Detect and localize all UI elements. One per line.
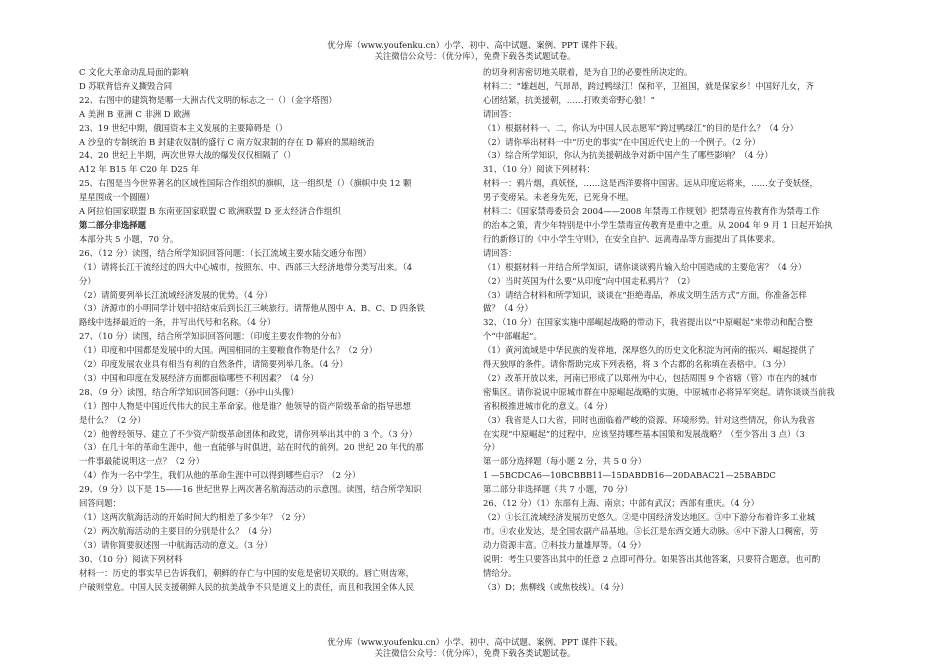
text-line: A 沙皇的专制统治 B 封建农奴制的盛行 C 南方奴隶制的存在 D 幕府的黑暗统治 xyxy=(79,136,375,147)
left-column xyxy=(79,66,479,594)
text-line: C 文化大革命动乱局面的影响 xyxy=(79,67,189,77)
text-line: （2）改革开放以来，河南已形成了以郑州为中心，包括周围 9 个省辖（管）市在内的城市 xyxy=(483,372,818,383)
text-line: 做？（4 分） xyxy=(483,303,533,314)
text-line: 26、（12 分）读图，结合所学知识回答问题：（长江流域主要水陆交通分布图） xyxy=(79,247,371,258)
text-line: 23、19 世纪中期，俄国资本主义发展的主要障碍是（） xyxy=(79,122,288,133)
text-line: 得天独厚的条件。请你帮助完成下列表格，将 3 个古都的名称填在表格中。（3 分） xyxy=(483,359,791,370)
text-line: 24、20 世纪上半期，两次世界大战的爆发仅仅相隔了（） xyxy=(79,150,296,161)
text-line: （3）我省是人口大省，同时也面临着严峻的资源、环境形势。针对这些情况，你认为我省 xyxy=(483,414,815,425)
text-line: 分） xyxy=(483,442,500,453)
text-line: 27、（10 分）读图，结合所学知识回答问题：（印度主要农作物的分布） xyxy=(79,331,346,342)
text-line: （3）请你简要叙述图一中航海活动的意义。（3 分） xyxy=(79,539,273,550)
header-line-2: 关注微信公众号：（优分库），免费下载各类试题试卷。 xyxy=(374,51,576,61)
text-line: （2）①长江流域经济发展历史悠久。②是中国经济发达地区。③中下游分布着许多工业城 xyxy=(483,512,815,522)
text-line: 28、（9 分）读图，结合所学知识回答问题：（孙中山头像） xyxy=(79,386,299,397)
text-line: 第二部分非选择题 xyxy=(79,219,146,230)
text-line: 22、右图中的建筑物是哪一大洲古代文明的标志之一（）（金字塔图） xyxy=(79,94,337,105)
text-line: 第一部分选择题（每小题 2 分，共 5 0 分） xyxy=(483,456,647,467)
text-line: 心团结紧，抗美援朝，……打败美帝野心狼！” xyxy=(483,94,655,105)
text-line: D 苏联背信弃义撕毁合同 xyxy=(79,80,173,91)
text-line: （4）作为一名中学生，我们从他的革命生涯中可以得到哪些启示？（2 分） xyxy=(79,470,361,481)
text-line: 材料一：历史的事实早已告诉我们，朝鲜的存亡与中国的安危是密切关联的。唇亡则齿寒， xyxy=(79,567,414,578)
footer-line-2: 关注微信公众号：（优分库），免费下载各类试题试卷。 xyxy=(374,648,576,658)
text-line: A 美洲 B 亚洲 C 非洲 D 欧洲 xyxy=(79,108,190,119)
text-line: （3）综合所学知识，你认为抗美援朝战争对新中国产生了哪些影响？（4 分） xyxy=(483,150,773,161)
text-line: A 阿拉伯国家联盟 B 东南亚国家联盟 C 欧洲联盟 D 亚太经济合作组织 xyxy=(79,206,341,217)
text-line: （2）请简要列举长江流域经济发展的优势。（4 分） xyxy=(79,289,273,300)
text-line: 的治本之策，青少年特别是中小学生禁毒宣传教育是重中之重。从 2004 年 9 月 1 日起开始执 xyxy=(483,219,833,230)
text-line: （1）根据材料一并结合所学知识，请你谈谈鸦片输入给中国造成的主要危害？（4 分） xyxy=(483,261,807,272)
text-line: 32、（10 分）在国家实施中部崛起战略的带动下，我省提出以“中原崛起”来带动和配合整 xyxy=(483,317,813,328)
text-line: （2）请你举出材料一中“历史的事实”在中国近代史上的一个例子。（2 分） xyxy=(483,136,761,147)
text-line: 请回答： xyxy=(483,108,517,119)
text-line: 材料二：《国家禁毒委员会 2004——2008 年禁毒工作规划》把禁毒宣传教育作为禁毒工作 xyxy=(483,206,820,217)
text-line: 是什么？（2 分） xyxy=(79,414,146,425)
text-line: 说明：考生只要答出其中的任意 2 点即可得分。如果答出其他答案，只要符合题意，也可酌 xyxy=(483,553,821,564)
text-line: 个“中部崛起”。 xyxy=(483,331,542,342)
text-line: 本部分共 5 小题，70 分。 xyxy=(79,233,179,244)
text-line: （3）济源市的小明同学计划中招结束后到长江三峡旅行。请帮他从图中 A、B、C、D 四条铁 xyxy=(79,303,425,314)
text-line: （2）当时英国为什么要“从印度”向中国走私鸦片？（2） xyxy=(483,275,695,286)
text-line: 31、（10 分）阅读下列材料： xyxy=(483,164,595,175)
text-line: （2）两次航海活动的主要目的分别是什么？（4 分） xyxy=(79,525,277,536)
text-line: 省积极推进城市化的意义。（4 分） xyxy=(483,400,613,411)
header-line-1: 优分库（www.youfenku.cn）小学、初中、高中试题、案例、PPT 课件下载。 xyxy=(327,40,623,50)
text-line: 回答问题： xyxy=(79,498,121,509)
text-line: 分） xyxy=(79,275,96,286)
text-line: A12 年 B15 年 C20 年 D25 年 xyxy=(79,164,200,175)
text-line: 路线中选择最近的一条，并写出代号和名称。（4 分） xyxy=(79,317,276,328)
text-line: 1 —5BCDCA6—10BCBBB11—15DABDB16—20DABAC21—25BABDC xyxy=(483,470,776,481)
text-line: 市。④农业发达，是全国农副产品基地。⑤长江是东西交通大动脉。⑥中下游人口稠密，劳 xyxy=(483,525,818,536)
text-line: （3）请结合材料和所学知识，谈谈在“拒绝毒品，养成文明生活方式”方面，你准备怎样 xyxy=(483,289,807,300)
text-line: （1）根据材料一、二，你认为中国人民志愿军“跨过鸭绿江”的目的是什么？（4 分） xyxy=(483,122,799,133)
text-line: 星星围成一个圆圈） xyxy=(79,192,155,203)
text-line: （1）这两次航海活动的开始时间大约相差了多少年？（2 分） xyxy=(79,512,311,522)
text-line: 材料二：“雄赳赳，气昂昂，跨过鸭绿江！保和平，卫祖国，就是保家乡！中国好儿女，齐 xyxy=(483,80,814,91)
text-line: 30、（10 分）阅读下列材料 xyxy=(79,553,183,564)
text-line: 的切身利害密切地关联着，是为自卫的必要性所决定的。 xyxy=(483,67,693,77)
text-line: （3）在几十年的革命生涯中，他一直能够与时俱进，站在时代的前列。20 世纪 20 年代的那 xyxy=(79,442,424,453)
text-line: 在实现“中原崛起”的过程中，应该坚持哪些基本国策和发展战略？（至少答出 3 点）（3 xyxy=(483,428,805,439)
text-line: 密集区。请你说说中原城市群在中原崛起战略的实施，中原城市必将异军突起。请你谈谈当前我 xyxy=(483,386,835,397)
page-header xyxy=(0,40,950,62)
right-column xyxy=(483,66,883,594)
text-line: （2）他曾经领导、建立了不少资产阶级革命团体和政党，请你列举出其中的 3 个。（3 分） xyxy=(79,428,418,439)
text-line: （1）黄河流域是中华民族的发祥地，深厚悠久的历史文化积淀为河南的振兴、崛起提供了 xyxy=(483,345,815,356)
text-line: （1）印度和中国都是发展中的大国。两国相同的主要粮食作物是什么？（2 分） xyxy=(79,345,378,356)
text-line: 一件事最能说明这一点？（2 分） xyxy=(79,456,205,467)
text-line: （1）请将长江干流经过的四大中心城市，按照东、中、西部三大经济地带分类写出来。（4 xyxy=(79,261,413,272)
page-footer xyxy=(0,637,950,659)
text-line: 请回答： xyxy=(483,247,517,258)
text-line: 29、（9 分）以下是 15——16 世纪世界上两次著名航海活动的示意图。读图，结合所学知识 xyxy=(79,484,422,495)
footer-line-1: 优分库（www.youfenku.cn）小学、初中、高中试题、案例、PPT 课件下载。 xyxy=(327,637,623,647)
text-line: （3）中国和印度在发展经济方面都面临哪些不利因素？（4 分） xyxy=(79,372,319,383)
text-line: （1）图中人物是中国近代伟大的民主革命家。他是谁？他领导的资产阶级革命的指导思想 xyxy=(79,400,411,411)
text-line: 男子变痨呆。未老身先死，已死身不埋。 xyxy=(483,192,634,203)
text-line: 情给分。 xyxy=(483,567,517,578)
text-line: 动力资源丰富。⑦科技力量雄厚等。（4 分） xyxy=(483,539,646,550)
text-line: （3）D；焦柳线（或焦枝线）。（4 分） xyxy=(483,581,629,592)
text-line: （2）印度发展农业具有相当有利的自然条件，请简要列举几条。（4 分） xyxy=(79,359,348,370)
text-line: 25、右图是当今世界著名的区域性国际合作组织的旗帜，这一组织是（）（旗帜中央 12 颗 xyxy=(79,178,412,189)
text-line: 第二部分非选择题（共 7 小题，70 分） xyxy=(483,484,633,495)
text-line: 材料一：鸦片烟，真妖怪，……这是西洋要将中国害。远从印度运将来，……女子变妖怪， xyxy=(483,178,818,189)
text-line: 行的新修订的《中小学生守则》，在安全自护、远离毒品等方面提出了具体要求。 xyxy=(483,233,781,244)
text-line: 26、（12 分）（1）东部有上海、南京；中部有武汉；西部有重庆。（4 分） xyxy=(483,498,759,509)
text-line: 户破则堂危。中国人民支援朝鲜人民的抗美战争不只是道义上的责任，而且和我国全体人民 xyxy=(79,581,414,592)
